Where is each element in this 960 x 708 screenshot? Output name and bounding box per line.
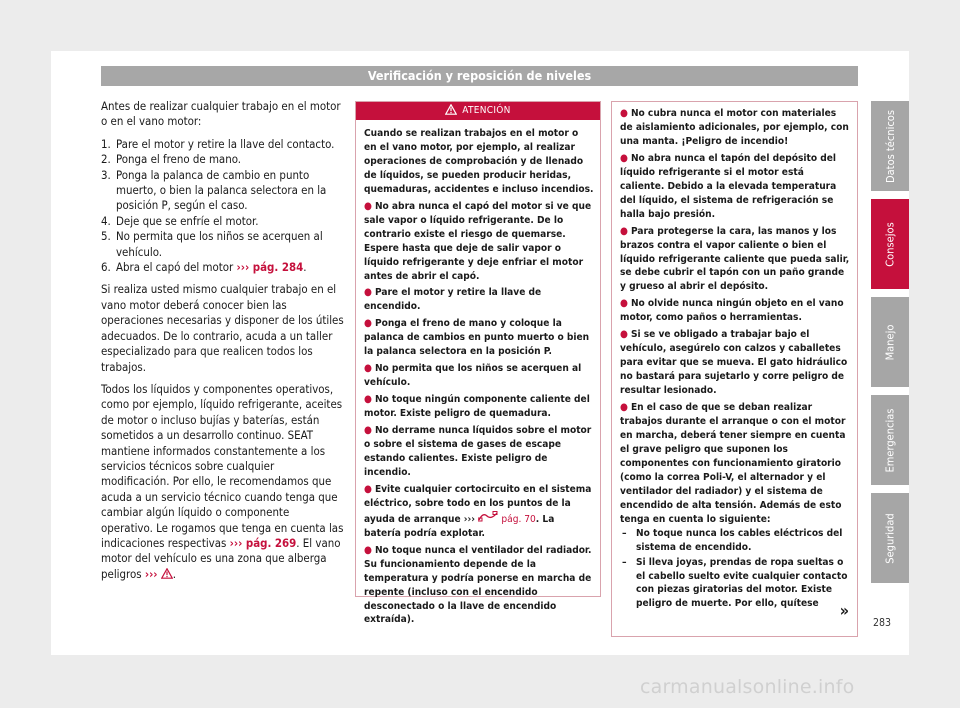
- page-link[interactable]: ›››: [463, 513, 476, 525]
- tab-emergencias[interactable]: Emergencias: [871, 395, 909, 485]
- page-link[interactable]: ››› pág. 269: [229, 535, 297, 550]
- main-text-column: [101, 99, 344, 590]
- paragraph: Si realiza usted mismo cualquier trabajo en el vano motor deberá conocer bien las operaciones necesarias y disponer de los útiles adecuados. De lo contrario, acuda a un taller especializado para que realicen todos los trabajos.: [101, 282, 344, 374]
- step-item: 2. Ponga el freno de mano.: [101, 152, 242, 167]
- step-item: 5. No permita que los niños se acerquen al vehículo.: [101, 229, 323, 259]
- warning-bullet: ● No abra nunca el capó del motor si ve que sale vapor o líquido refrigerante. De lo contrario existe el riesgo de quemarse. Espere hasta que deje de salir vapor o líquido refrigerante y deje enfriar el motor antes de abrir el capó.: [364, 200, 592, 282]
- continue-arrow-icon: »: [839, 601, 849, 621]
- page-number: 283: [873, 617, 892, 629]
- warning-bullet: ● Evite cualquier cortocircuito en el sistema eléctrico, sobre todo en los puntos de la ayuda de arranque ››› pág. 70. La batería podría explotar.: [364, 483, 592, 539]
- warning-link[interactable]: ›››: [144, 566, 158, 581]
- warning-bullet: ● Para protegerse la cara, las manos y los brazos contra el vapor caliente o bien el líquido refrigerante caliente que pueda salir, se debe cubrir el tapón con un paño grande y grueso al abrir el depósito.: [620, 225, 850, 293]
- tab-manejo[interactable]: Manejo: [871, 297, 909, 387]
- step-item: 3. Ponga la palanca de cambio en punto muerto, o bien la palanca selectora en la posición P, según el caso.: [101, 167, 327, 213]
- warning-bullet: ● No cubra nunca el motor con materiales de aislamiento adicionales, por ejemplo, con una manta. ¡Peligro de incendio!: [620, 108, 849, 147]
- watermark: carmanualsonline.info: [640, 676, 855, 698]
- warning-bullet: ● No toque ningún componente caliente del motor. Existe peligro de quemadura.: [364, 394, 590, 420]
- warning-list: [620, 107, 851, 611]
- warning-bullet: ● No derrame nunca líquidos sobre el motor o sobre el sistema de gases de escape estando calientes. Existe peligro de incendio.: [364, 425, 592, 478]
- warning-bullet: ● Si se ve obligado a trabajar bajo el vehículo, asegúrelo con calzos y caballetes para evitar que se mueva. El gato hidráulico no bastará para sujetarlo y corre peligro de resultar lesionado.: [620, 329, 848, 397]
- warning-bullet: ● Pare el motor y retire la llave de encendido.: [364, 287, 542, 313]
- steps-list: [101, 137, 344, 276]
- intro-text: Antes de realizar cualquier trabajo en el motor o en el vano motor:: [101, 99, 341, 129]
- warning-sublist: [620, 527, 851, 612]
- tab-seguridad[interactable]: Seguridad: [871, 493, 909, 583]
- jump-start-cable-icon: [478, 511, 498, 522]
- warning-list: [364, 200, 594, 628]
- tab-consejos[interactable]: Consejos: [871, 199, 909, 289]
- step-item: 1. Pare el motor y retire la llave del contacto.: [101, 136, 335, 151]
- warning-bullet: ● No toque nunca el ventilador del radiador. Su funcionamiento depende de la temperatura y podría ponerse en marcha de repente (incluso con el encendido desconectado o la llave de encendido extraída).: [364, 544, 592, 626]
- step-item: 4. Deje que se enfríe el motor.: [101, 213, 259, 228]
- warning-bullet: ● No abra nunca el tapón del depósito del líquido refrigerante si el motor está caliente. Debido a la elevada temperatura del líquido, el sistema de refrigeración se halla bajo presión.: [620, 152, 837, 220]
- warning-bullet: ● No permita que los niños se acerquen al vehículo.: [364, 363, 582, 389]
- warning-box-header: ATENCIÓN: [356, 102, 600, 120]
- page-link[interactable]: ››› pág. 284: [236, 260, 304, 275]
- warning-subitem: – Si lleva joyas, prendas de ropa sueltas o el cabello suelto evite cualquier contacto con piezas giratorias del motor. Existe peligro de muerte. Por ello, quítese: [622, 556, 848, 610]
- warning-box-body: [612, 102, 857, 611]
- warning-bullet: ● En el caso de que se deban realizar trabajos durante el arranque o con el motor en marcha, deberá tener siempre en cuenta el grave peligro que suponen los componentes con funcionamiento giratorio (como la correa Poli-V, el alternador y el ventilador del radiador) y el sistema de encendido de alta tensión. Además de esto tenga en cuenta lo siguiente: – No toque nunca los cables eléctricos del sistema de encendido. – Si lleva joyas, prendas de ropa sueltas o el cabello suelto evite cualquier contacto con piezas giratorias del motor. Existe peligro de muerte. Por ello, quítese: [620, 401, 851, 611]
- warning-triangle-icon: [445, 104, 457, 115]
- warning-bullet: ● No olvide nunca ningún objeto en el vano motor, como paños o herramientas.: [620, 298, 844, 324]
- warning-box-continued: [611, 101, 858, 637]
- warning-subitem: – No toque nunca los cables eléctricos del sistema de encendido.: [622, 527, 843, 553]
- section-header: Verificación y reposición de niveles: [101, 66, 858, 86]
- warning-triangle-icon: [161, 568, 173, 583]
- warning-box-body: Cuando se realizan trabajos en el motor o en el vano motor, por ejemplo, al realizar operaciones de comprobación y de llenado de líquidos, se pueden producir heridas, quemaduras, accidentes e incluso incendios. ● No abra nunca el capó del motor si ve que sale vapor o líquido refrigerante. De lo contrario existe el riesgo de quemarse. Espere hasta que deje de salir vapor o líquido refrigerante y deje enfriar el motor antes de abrir el capó. ● Pare el motor y retire la llave de encendido. ● Ponga el freno de mano y coloque la palanca de cambios en punto muerto o bien la palanca selectora en la posición P. ● No permita que los niños se acerquen al vehículo. ● No toque ningún componente caliente del motor. Existe peligro de quemadura. ● No derrame nunca líquidos sobre el motor o sobre el sistema de gases de escape estando calientes. Existe peligro de incendio. ● Evite cualquier cortocircuito en el sistema eléctrico, sobre todo en los puntos de la ayuda de arranque ››› pág. 70. La batería podría explotar. ● No toque nunca el ventilador del radiador. Su funcionamiento depende de la temperatura y podría ponerse en marcha de repente (incluso con el encendido desconectado o la llave de encendido extraída).: [364, 128, 594, 626]
- page-link[interactable]: pág. 70: [501, 513, 536, 525]
- warning-bullet: ● Ponga el freno de mano y coloque la palanca de cambios en punto muerto o bien la palanca selectora en la posición P.: [364, 318, 590, 358]
- paragraph: Todos los líquidos y componentes operativos, como por ejemplo, líquido refrigerante, aceites de motor o incluso bujías y baterías, están sometidos a un desarrollo continuo. SEAT mantiene informados constantemente a los servicios técnicos sobre cualquier modificación. Por ello, le recomendamos que acuda a un servicio técnico cuando tenga que cambiar algún líquido o componente operativo. Le rogamos que tenga en cuenta las indicaciones respectivas ››› pág. 269. El vano motor del vehículo es una zona que alberga peligros ››› .: [101, 382, 344, 583]
- tab-datos-tecnicos[interactable]: Datos técnicos: [871, 101, 909, 191]
- manual-page: [51, 51, 909, 655]
- step-item: 6. Abra el capó del motor ››› pág. 284.: [101, 260, 307, 275]
- warning-box: [355, 101, 601, 626]
